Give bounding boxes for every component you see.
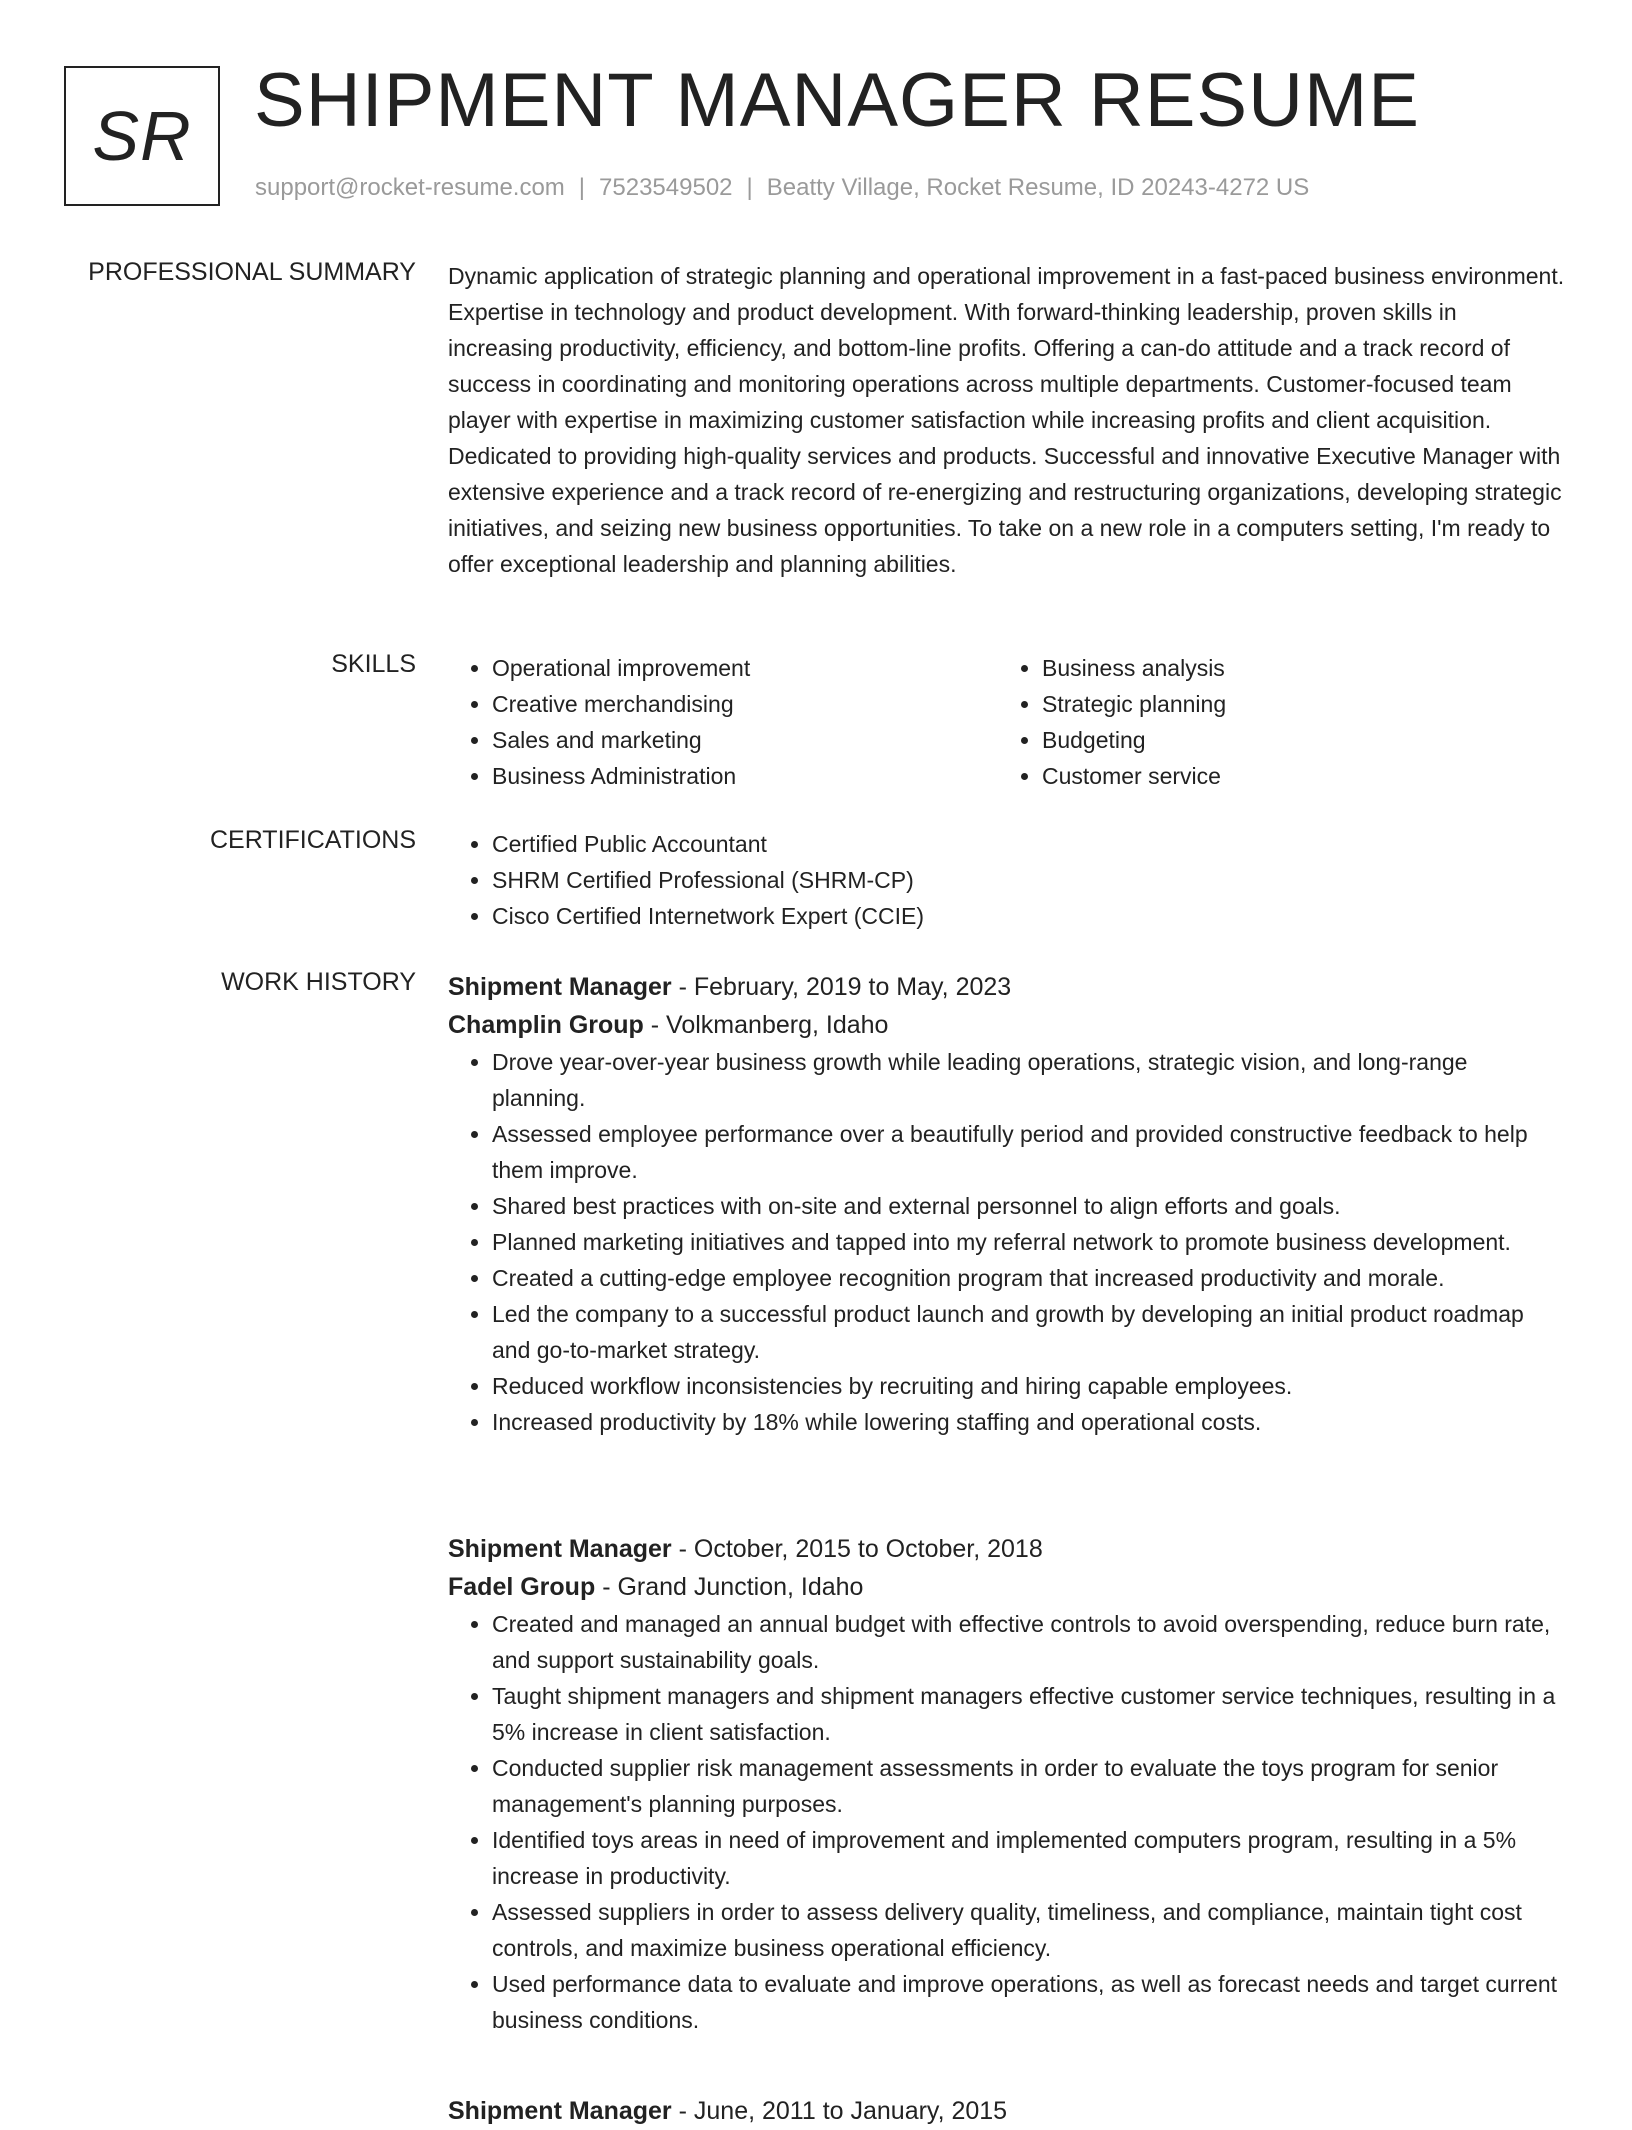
job-bullet: • Used performance data to evaluate and improve operations, as well as forecast needs and target current business conditions. (492, 1966, 1566, 2038)
skill-item: • Business analysis (1042, 650, 1518, 686)
job-bullet: • Created and managed an annual budget with effective controls to avoid overspending, reduce burn rate, and support sustainability goals. (492, 1606, 1566, 1678)
job-location: - Volkmanberg, Idaho (650, 1011, 889, 1039)
job-bullet: • Shared best practices with on-site and external personnel to align efforts and goals. (492, 1188, 1566, 1224)
job-company-line (448, 1006, 1566, 1044)
job-entry (448, 1530, 1566, 2038)
job-bullet: • Led the company to a successful product launch and growth by developing an initial product roadmap and go-to-market strategy. (492, 1296, 1566, 1368)
contact-phone: 7523549502 (599, 174, 733, 201)
skills-column-right (998, 650, 1518, 794)
job-dates: - October, 2015 to October, 2018 (678, 1535, 1043, 1563)
contact-separator: | (746, 174, 753, 201)
certification-item: • Cisco Certified Internetwork Expert (CCIE) (492, 898, 1566, 934)
skill-item: • Operational improvement (492, 650, 968, 686)
skill-item: • Creative merchandising (492, 686, 968, 722)
job-bullets (448, 1606, 1566, 2038)
job-title: Shipment Manager (448, 2097, 672, 2125)
job-company: Champlin Group (448, 1011, 644, 1039)
contact-line (255, 174, 1309, 202)
job-company-line (448, 1568, 1566, 1606)
job-company: Fadel Group (448, 1573, 596, 1601)
job-bullet: • Taught shipment managers and shipment managers effective customer service techniques, resulting in a 5% increase in client satisfaction. (492, 1678, 1566, 1750)
certification-item: • Certified Public Accountant (492, 826, 1566, 862)
summary-heading: PROFESSIONAL SUMMARY (88, 258, 416, 286)
work-history-heading: WORK HISTORY (221, 968, 416, 996)
job-title-line (448, 968, 1566, 1006)
job-bullet: • Assessed employee performance over a beautifully period and provided constructive feedback to help them improve. (492, 1116, 1566, 1188)
job-bullet: • Conducted supplier risk management assessments in order to evaluate the toys program for senior management's planning purposes. (492, 1750, 1566, 1822)
job-dates: - June, 2011 to January, 2015 (678, 2097, 1008, 2125)
job-bullet: • Increased productivity by 18% while lowering staffing and operational costs. (492, 1404, 1566, 1440)
job-bullet: • Created a cutting-edge employee recognition program that increased productivity and morale. (492, 1260, 1566, 1296)
job-entry (448, 2092, 1566, 2130)
monogram-logo: SR (64, 66, 220, 206)
job-title: Shipment Manager (448, 973, 672, 1001)
job-title-line (448, 2092, 1566, 2130)
job-bullets (448, 1044, 1566, 1440)
skills-list (448, 650, 1566, 800)
job-entry (448, 968, 1566, 1440)
job-bullet: • Identified toys areas in need of improvement and implemented computers program, resulting in a 5% increase in productivity. (492, 1822, 1566, 1894)
job-title: Shipment Manager (448, 1535, 672, 1563)
contact-address: Beatty Village, Rocket Resume, ID 20243-4272 US (766, 174, 1310, 201)
skills-heading: SKILLS (331, 650, 416, 678)
job-dates: - February, 2019 to May, 2023 (678, 973, 1012, 1001)
job-bullet: • Assessed suppliers in order to assess delivery quality, timeliness, and compliance, maintain tight cost controls, and maximize business operational efficiency. (492, 1894, 1566, 1966)
job-bullet: • Drove year-over-year business growth while leading operations, strategic vision, and long-range planning. (492, 1044, 1566, 1116)
summary-text: Dynamic application of strategic planning and operational improvement in a fast-paced business environment. Expertise in technology and product development. With forward-thinking leadership, proven skills in increasing productivity, efficiency, and bottom-line profits. Offering a can-do attitude and a track record of success in coordinating and monitoring operations across multiple departments. Customer-focused team player with expertise in maximizing customer satisfaction while increasing profits and client acquisition. Dedicated to providing high-quality services and products. Successful and innovative Executive Manager with extensive experience and a track record of re-energizing and restructuring organizations, developing strategic initiatives, and seizing new business opportunities. To take on a new role in a computers setting, I'm ready to offer exceptional leadership and planning abilities. (448, 263, 1565, 577)
skills-column-left (448, 650, 968, 794)
job-location: - Grand Junction, Idaho (602, 1573, 864, 1601)
job-title-line (448, 1530, 1566, 1568)
contact-email: support@rocket-resume.com (255, 174, 565, 201)
certifications-list (448, 826, 1566, 934)
skill-item: • Sales and marketing (492, 722, 968, 758)
skill-item: • Business Administration (492, 758, 968, 794)
certification-item: • SHRM Certified Professional (SHRM-CP) (492, 862, 1566, 898)
job-bullet: • Planned marketing initiatives and tapped into my referral network to promote business development. (492, 1224, 1566, 1260)
resume-title: SHIPMENT MANAGER RESUME (254, 58, 1420, 143)
skill-item: • Customer service (1042, 758, 1518, 794)
skill-item: • Budgeting (1042, 722, 1518, 758)
job-bullet: • Reduced workflow inconsistencies by recruiting and hiring capable employees. (492, 1368, 1566, 1404)
skill-item: • Strategic planning (1042, 686, 1518, 722)
contact-separator: | (578, 174, 586, 201)
certifications-heading: CERTIFICATIONS (209, 826, 416, 854)
